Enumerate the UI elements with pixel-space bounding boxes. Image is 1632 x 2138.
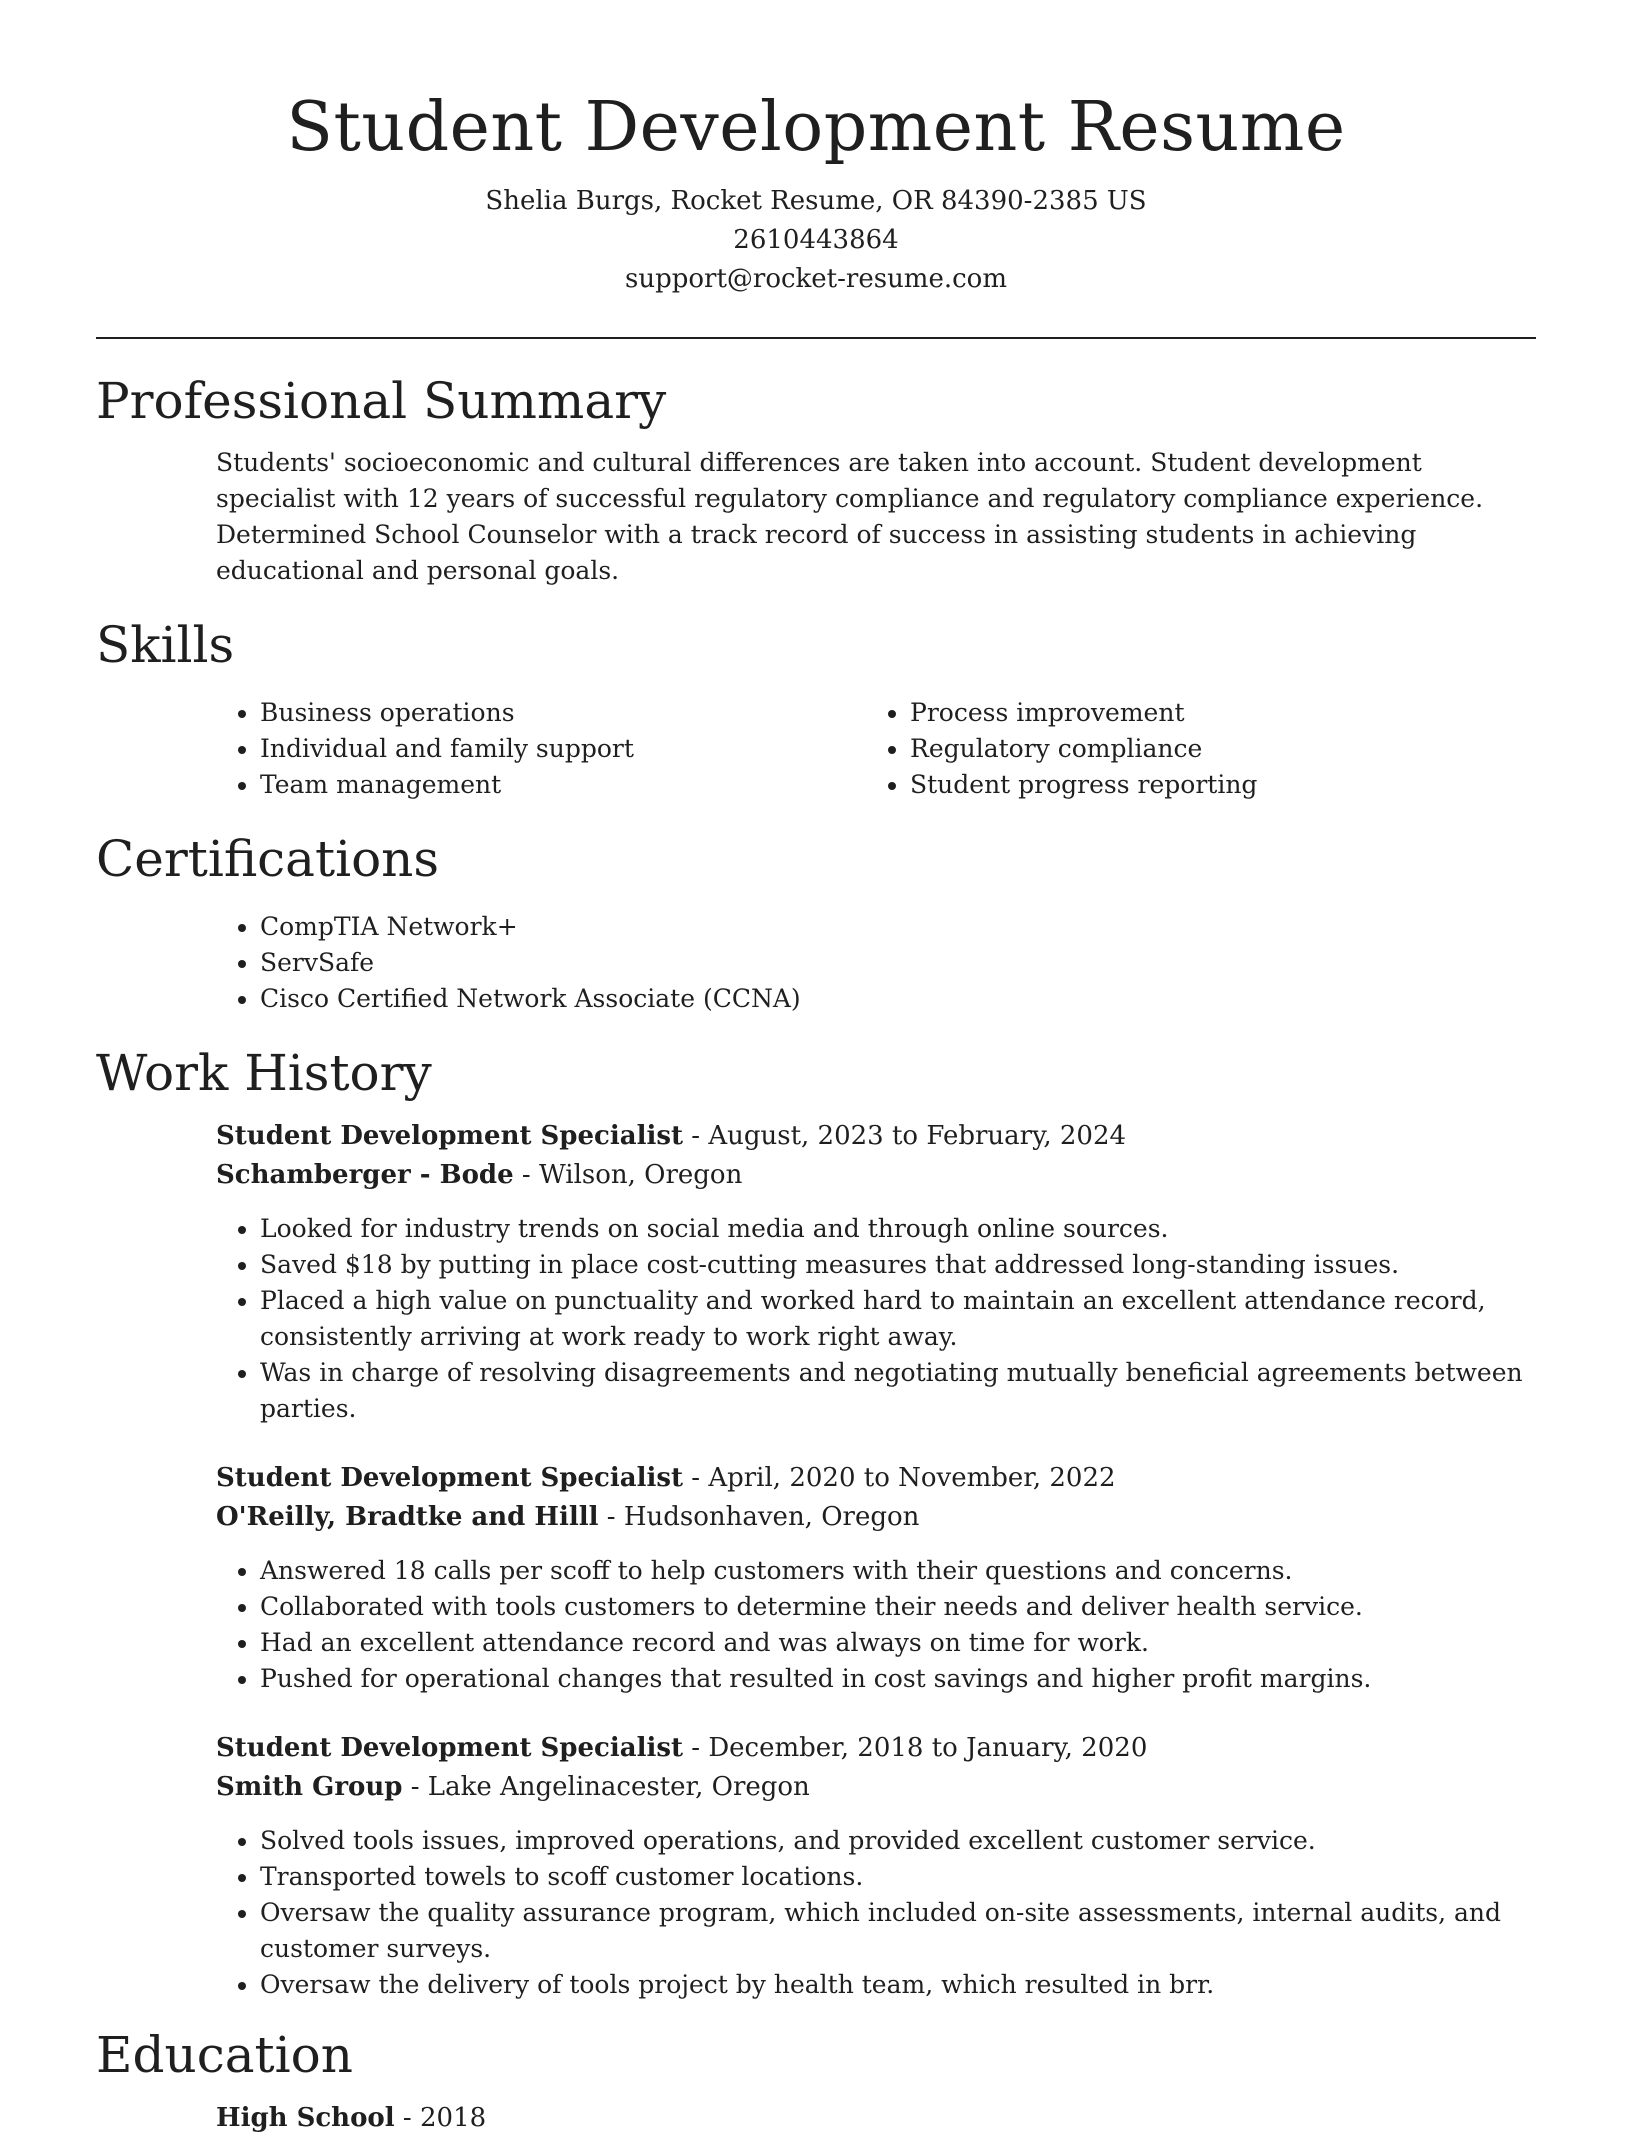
job-separator: - (682, 1463, 709, 1493)
job-separator: - (682, 1733, 709, 1763)
job-dates: December, 2018 to January, 2020 (708, 1733, 1148, 1763)
contact-phone: 2610443864 (733, 225, 899, 255)
contact-email: support@rocket-resume.com (624, 264, 1007, 294)
contact-address: Shelia Burgs, Rocket Resume, OR 84390-2385 US (485, 186, 1147, 216)
education-entry (216, 2099, 1536, 2138)
job-role: Student Development Specialist (216, 1121, 683, 1151)
skill-item: • Regulatory compliance (910, 731, 1516, 767)
certifications-heading: Certifications (96, 830, 440, 888)
job-entry (216, 1729, 1536, 2003)
education-year: 2018 (419, 2103, 487, 2133)
job-company: Schamberger - Bode (216, 1160, 514, 1190)
job-separator: - (402, 1772, 428, 1802)
job-dates: April, 2020 to November, 2022 (708, 1463, 1116, 1493)
skill-item: • Business operations (260, 695, 866, 731)
certification-item: • Cisco Certified Network Associate (CCNA) (260, 981, 1536, 1017)
job-company-line (216, 1498, 1536, 1537)
skills-section (96, 615, 1536, 803)
work-history-section (96, 1043, 1536, 2003)
job-entry (216, 1459, 1536, 1697)
education-section (96, 2025, 1536, 2138)
education-school: High School (216, 2103, 395, 2133)
resume-header (96, 0, 1536, 299)
skill-item: • Student progress reporting (910, 767, 1516, 803)
job-entry (216, 1117, 1536, 1427)
job-bullets-wrap (216, 1823, 1536, 2003)
work-history-heading: Work History (96, 1044, 432, 1102)
job-bullet: • Placed a high value on punctuality and worked hard to maintain an excellent attendance record, consistently arriving at work ready to work right away. (260, 1283, 1536, 1355)
job-separator: - (513, 1160, 539, 1190)
job-separator: - (598, 1502, 624, 1532)
skill-item: • Team management (260, 767, 866, 803)
summary-heading: Professional Summary (96, 372, 667, 430)
job-bullet: • Oversaw the quality assurance program, which included on-site assessments, internal audits, and customer surveys. (260, 1895, 1536, 1967)
certification-item: • CompTIA Network+ (260, 909, 1536, 945)
skills-column-left (216, 695, 866, 803)
job-bullet: • Pushed for operational changes that resulted in cost savings and higher profit margins. (260, 1661, 1536, 1697)
job-bullet: • Looked for industry trends on social media and through online sources. (260, 1211, 1536, 1247)
certifications-list (216, 909, 1536, 1017)
job-bullets (216, 1823, 1536, 2003)
skills-column-right (866, 695, 1516, 803)
skills-heading: Skills (96, 616, 235, 674)
job-location: Wilson, Oregon (538, 1160, 743, 1190)
job-location: Lake Angelinacester, Oregon (427, 1772, 810, 1802)
job-bullet: • Had an excellent attendance record and was always on time for work. (260, 1625, 1536, 1661)
certification-item: • ServSafe (260, 945, 1536, 981)
job-company: Smith Group (216, 1772, 403, 1802)
job-role: Student Development Specialist (216, 1733, 683, 1763)
job-title-line (216, 1459, 1536, 1498)
skill-item: • Individual and family support (260, 731, 866, 767)
education-heading: Education (96, 2026, 353, 2084)
job-separator: - (682, 1121, 709, 1151)
job-company-line (216, 1768, 1536, 1807)
certifications-section (96, 829, 1536, 1017)
job-bullet: • Was in charge of resolving disagreements and negotiating mutually beneficial agreements between parties. (260, 1355, 1536, 1427)
skills-list-right (866, 695, 1516, 803)
certifications-list-wrap (216, 909, 1536, 1017)
skills-grid (216, 695, 1536, 803)
skills-list-left (216, 695, 866, 803)
job-bullets-wrap (216, 1211, 1536, 1427)
job-bullet: • Oversaw the delivery of tools project by health team, which resulted in brr. (260, 1967, 1536, 2003)
job-bullet: • Answered 18 calls per scoff to help customers with their questions and concerns. (260, 1553, 1536, 1589)
summary-text: Students' socioeconomic and cultural differences are taken into account. Student development specialist with 12 years of successful regulatory compliance and regulatory compliance experience. Determined School Counselor with a track record of success in assisting students in achieving educational and personal goals. (216, 448, 1484, 585)
job-dates: August, 2023 to February, 2024 (708, 1121, 1127, 1151)
job-role: Student Development Specialist (216, 1463, 683, 1493)
job-bullet: • Solved tools issues, improved operations, and provided excellent customer service. (260, 1823, 1536, 1859)
job-bullet: • Transported towels to scoff customer locations. (260, 1859, 1536, 1895)
job-bullet: • Collaborated with tools customers to determine their needs and deliver health service. (260, 1589, 1536, 1625)
job-company: O'Reilly, Bradtke and Hilll (216, 1502, 599, 1532)
job-bullets (216, 1211, 1536, 1427)
education-separator: - (394, 2103, 420, 2133)
resume-title: Student Development Resume (286, 88, 1346, 167)
job-location: Hudsonhaven, Oregon (623, 1502, 920, 1532)
job-bullets (216, 1553, 1536, 1697)
skill-item: • Process improvement (910, 695, 1516, 731)
summary-section (96, 371, 1536, 589)
job-title-line (216, 1729, 1536, 1768)
job-bullet: • Saved $18 by putting in place cost-cutting measures that addressed long-standing issues. (260, 1247, 1536, 1283)
header-divider (96, 337, 1536, 339)
job-company-line (216, 1156, 1536, 1195)
job-title-line (216, 1117, 1536, 1156)
job-bullets-wrap (216, 1553, 1536, 1697)
contact-block (96, 182, 1536, 299)
